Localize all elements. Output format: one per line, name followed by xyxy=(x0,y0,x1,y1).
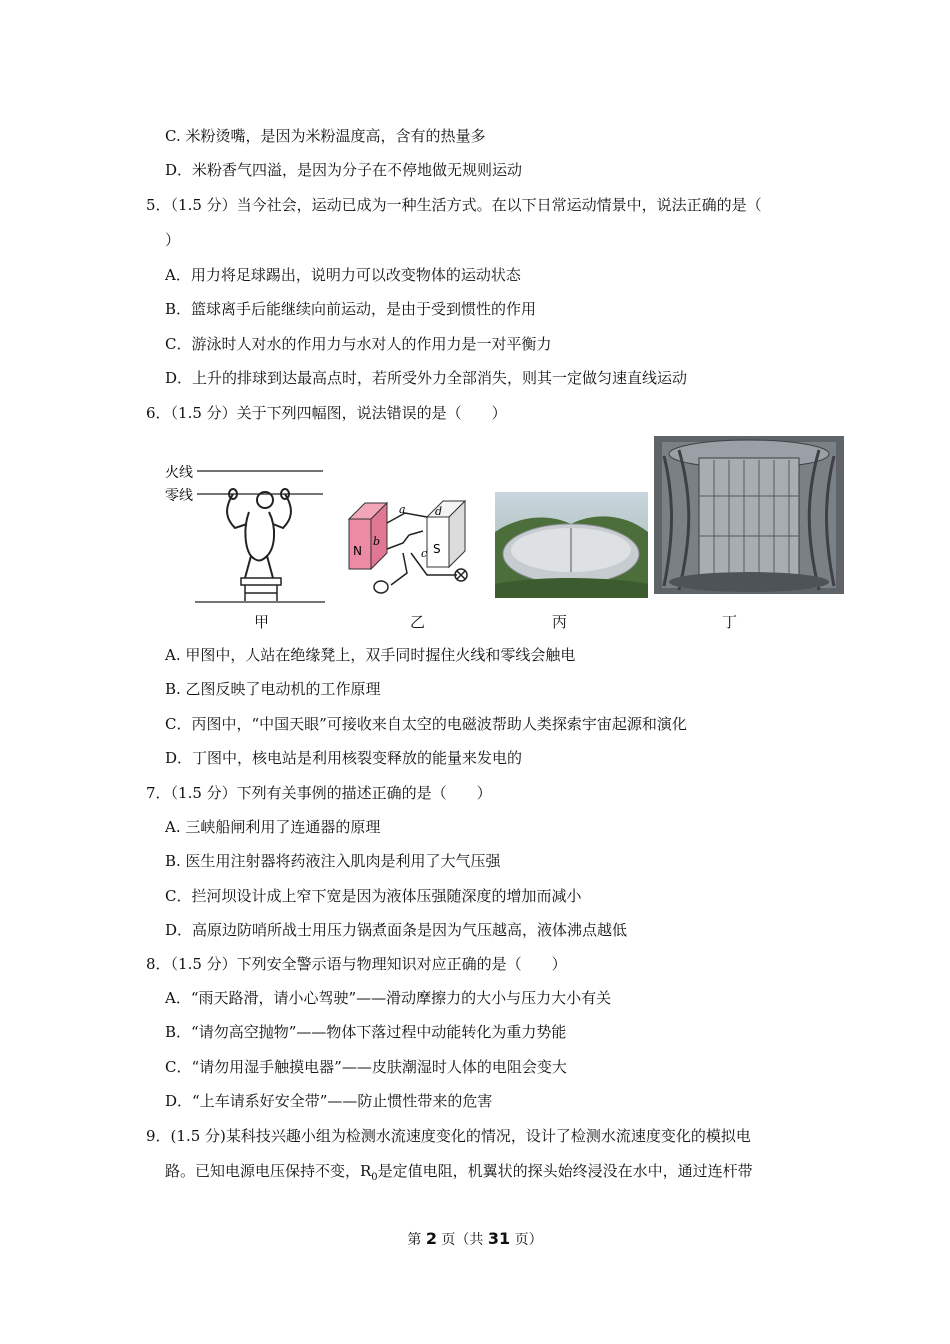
figure-bing-telescope xyxy=(495,492,648,598)
footer-mid: 页（共 xyxy=(436,1232,488,1248)
total-pages: 31 xyxy=(487,1229,511,1248)
q5-option-c: C．游泳时人对水的作用力与水对人的作用力是一对平衡力 xyxy=(165,335,552,353)
q8-stem: 8．（1.5 分）下列安全警示语与物理知识对应正确的是（ ） xyxy=(146,955,567,973)
q6-option-d: D．丁图中，核电站是利用核裂变释放的能量来发电的 xyxy=(165,749,523,767)
caption-ding: 丁 xyxy=(722,613,738,631)
q5-stem: 5．（1.5 分）当今社会，运动已成为一种生活方式。在以下日常运动情景中，说法正确的是（ xyxy=(146,196,762,214)
caption-bing: 丙 xyxy=(552,613,568,631)
footer-post: 页） xyxy=(510,1232,543,1248)
label-c: c xyxy=(421,547,428,560)
page-footer xyxy=(0,1229,950,1249)
q5-stem-cont: ） xyxy=(165,231,181,249)
q6-option-b: B. 乙图反映了电动机的工作原理 xyxy=(165,680,381,698)
person-icon xyxy=(227,489,291,578)
caption-yi: 乙 xyxy=(410,613,426,631)
q9-stem-cont xyxy=(165,1161,753,1188)
q5-option-a: A．用力将足球踢出，说明力可以改变物体的运动状态 xyxy=(165,266,521,284)
q8-option-d: D．“上车请系好安全带”——防止惯性带来的危害 xyxy=(165,1092,493,1110)
q4-option-c: C. 米粉烫嘴，是因为米粉温度高，含有的热量多 xyxy=(165,127,486,145)
footer-pre: 第 xyxy=(407,1232,426,1248)
q4-option-d: D．米粉香气四溢，是因为分子在不停地做无规则运动 xyxy=(165,161,523,179)
magnet-n xyxy=(349,503,387,569)
q8-option-a: A．“雨天路滑，请小心驾驶”——滑动摩擦力的大小与压力大小有关 xyxy=(165,989,612,1007)
q7-option-c: C．拦河坝设计成上窄下宽是因为液体压强随深度的增加而减小 xyxy=(165,887,582,905)
q7-stem: 7．（1.5 分）下列有关事例的描述正确的是（ ） xyxy=(146,784,492,802)
q6-stem: 6．（1.5 分）关于下列四幅图，说法错误的是（ ） xyxy=(146,404,507,422)
insulated-stool xyxy=(241,578,281,601)
q7-option-b: B. 医生用注射器将药液注入肌肉是利用了大气压强 xyxy=(165,852,501,870)
neutral-wire-label: 零线 xyxy=(165,488,193,504)
r0-subscript: 0 xyxy=(371,1172,378,1183)
q5-option-b: B．篮球离手后能继续向前运动，是由于受到惯性的作用 xyxy=(165,300,537,318)
caption-jia: 甲 xyxy=(254,613,270,631)
q8-option-c: C．“请勿用湿手触摸电器”——皮肤潮湿时人体的电阻会变大 xyxy=(165,1058,567,1076)
q7-option-a: A. 三峡船闸利用了连通器的原理 xyxy=(165,818,381,836)
q6-option-a: A. 甲图中，人站在绝缘凳上，双手同时握住火线和零线会触电 xyxy=(165,646,576,664)
q8-option-b: B．“请勿高空抛物”——物体下落过程中动能转化为重力势能 xyxy=(165,1023,567,1041)
figure-ding-reactor xyxy=(654,436,844,594)
q7-option-d: D．高原边防哨所战士用压力锅煮面条是因为气压越高，液体沸点越低 xyxy=(165,921,628,939)
label-d: d xyxy=(435,505,443,518)
figure-jia xyxy=(165,458,330,608)
q9-stem: 9．(1.5 分)某科技兴趣小组为检测水流速度变化的情况，设计了检测水流速度变化的模拟电 xyxy=(146,1127,751,1145)
label-b: b xyxy=(373,535,381,548)
s-pole-label: S xyxy=(433,542,441,556)
label-a: a xyxy=(399,503,406,516)
q9-text-pre: 路。已知电源电压保持不变，R xyxy=(165,1162,372,1180)
magnet-s xyxy=(427,501,465,567)
figure-yi xyxy=(347,495,477,605)
q5-option-d: D．上升的排球到达最高点时，若所受外力全部消失，则其一定做匀速直线运动 xyxy=(165,369,688,387)
page-number: 2 xyxy=(425,1229,437,1248)
q9-text-post: 是定值电阻，机翼状的探头始终浸没在水中，通过连杆带 xyxy=(377,1162,753,1180)
q6-option-c: C．丙图中，“中国天眼”可接收来自太空的电磁波帮助人类探索宇宙起源和演化 xyxy=(165,715,687,733)
n-pole-label: N xyxy=(353,544,362,558)
live-wire-label: 火线 xyxy=(165,465,193,481)
